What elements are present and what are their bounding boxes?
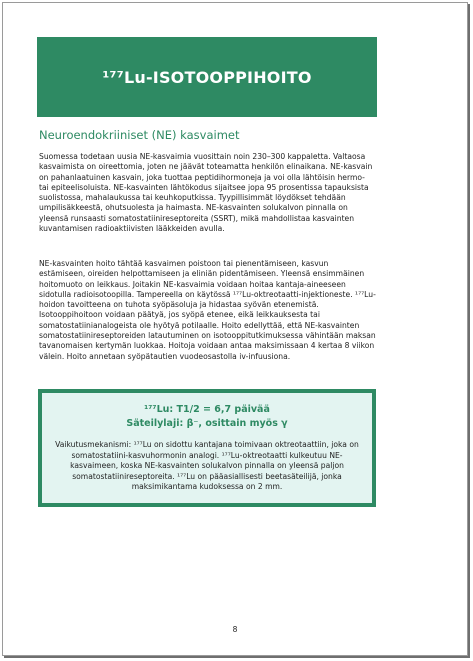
title-banner: [37, 37, 377, 117]
info-box: [38, 389, 376, 507]
body-paragraph-2: NE-kasvainten hoito tähtää kasvaimen poistoon tai pienentämiseen, kasvun estämiseen, oireiden helpottamiseen ja eliniän pidentämiseen. Yleensä ensimmäinen hoitomuoto on leikkaus. Joitakin NE-kasvaimia voidaan hoitaa kantaja-aineeseen sidotulla radioisotoopilla. Tampereella on käytössä ¹⁷⁷Lu-oktreotaatti-injektioneste. ¹⁷⁷Lu-hoidon tavoitteena on tuhota syöpäsoluja ja hidastaa syövän etenemistä. Isotooppihoitoon voidaan päätyä, jos syöpä etenee, eikä leikkauksesta tai somatostatiinianalogeista ole hyötyä potilaalle. Hoito edellyttää, että NE-kasvainten somatostatiinireseptoreiden latautuminen on isotooppitutkimuksessa vähintään maksan tavanomaisen kertymän luokkaa. Hoitoja voidaan antaa maksimissaan 4 kertaa 8 viikon välein. Hoito annetaan syöpätautien vuodeosastolla iv-infuusiona.: [39, 259, 376, 361]
document-page: [2, 2, 468, 656]
mechanism-text: Vaikutusmekanismi: ¹⁷⁷Lu on sidottu kantajana toimivaan oktreotaattiin, joka on somatostatiini-kasvuhormonin analogi. ¹⁷⁷Lu-oktreotaatti kulkeutuu NE-kasvaimeen, koska NE-kasvainten solukalvon pinnalla on yleensä paljon somatostatiinireseptoreita. ¹⁷⁷Lu on pääasiallisesti beetasäteilijä, jonka maksimikantama kudoksessa on 2 mm.: [55, 440, 359, 491]
section-heading: Neuroendokriiniset (NE) kasvaimet: [39, 128, 240, 142]
half-life-line: ¹⁷⁷Lu: T1/2 = 6,7 päivää: [144, 404, 270, 415]
body-paragraph-1: Suomessa todetaan uusia NE-kasvaimia vuosittain noin 230–300 kappaletta. Valtaosa kasvaimista on oireettomia, joten ne jäävät toteamatta henkilön elinaikana. NE-kasvain on pahanlaatuinen kasvain, joka tuottaa peptidihormoneja ja voi olla lähtöisin hermo- tai epiteelisoluista. NE-kasvainten lähtökodus sijaitsee jopa 95 prosentissa tapauksista suolistossa, mahalaukussa tai keuhkoputkissa. Tyypillisimmät löydökset tehdään umpilisäkkeestä, ohutsuolesta ja haimasta. NE-kasvainten solukalvon pinnalla on yleensä runsaasti somatostatiinireseptoreita (SSRT), mikä mahdollistaa kasvainten kuvantamisen radioaktiivisten lääkkeiden avulla.: [39, 152, 373, 234]
page-title: ¹⁷⁷Lu-ISOTOOPPIHOITO: [102, 67, 312, 87]
radiation-type-line: Säteilylaji: β⁻, osittain myös γ: [126, 418, 288, 429]
page-number: 8: [232, 625, 238, 634]
